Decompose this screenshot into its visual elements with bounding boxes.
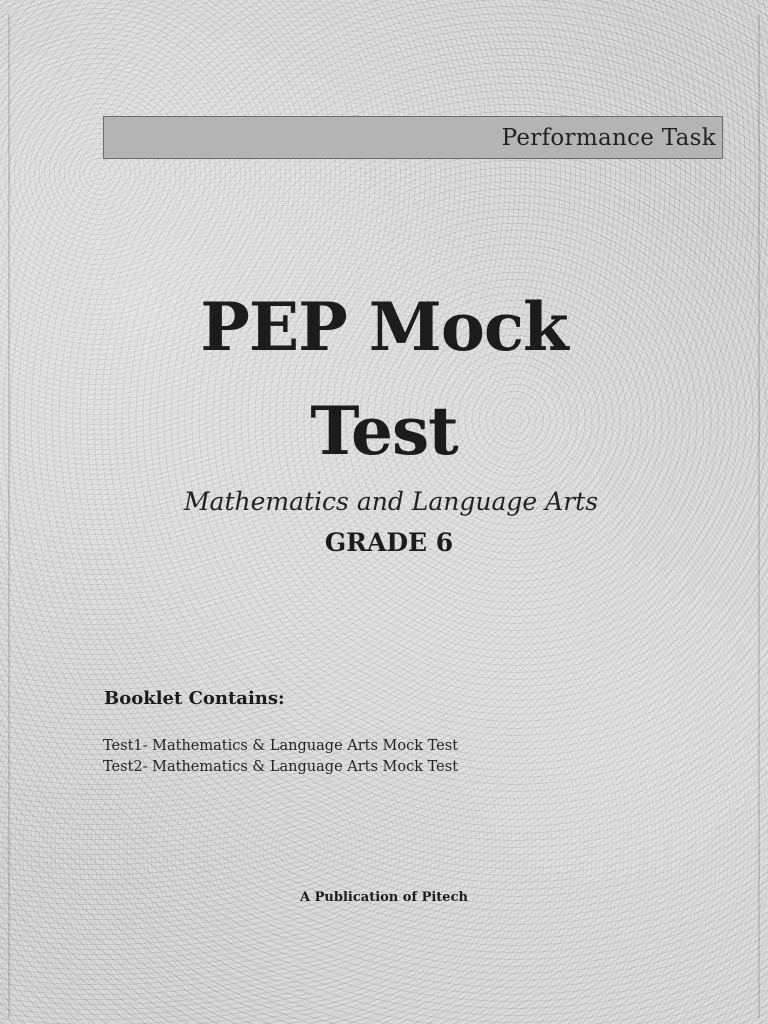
banner-label: Performance Task [501, 124, 716, 151]
grade-label: GRADE 6 [324, 528, 454, 557]
paper-edge [8, 14, 760, 1018]
performance-task-banner [103, 116, 723, 159]
list-item: Test1- Mathematics & Language Arts Mock Test [103, 738, 459, 754]
title-line-2: Test [310, 392, 458, 470]
list-item: Test2- Mathematics & Language Arts Mock Test [103, 759, 459, 775]
publisher-credit: A Publication of Pitech [300, 890, 468, 905]
title-line-1: PEP Mock [200, 288, 568, 366]
booklet-contents-list [103, 736, 458, 778]
booklet-contents-heading: Booklet Contains: [104, 688, 285, 709]
subject-subtitle: Mathematics and Language Arts [183, 487, 599, 516]
